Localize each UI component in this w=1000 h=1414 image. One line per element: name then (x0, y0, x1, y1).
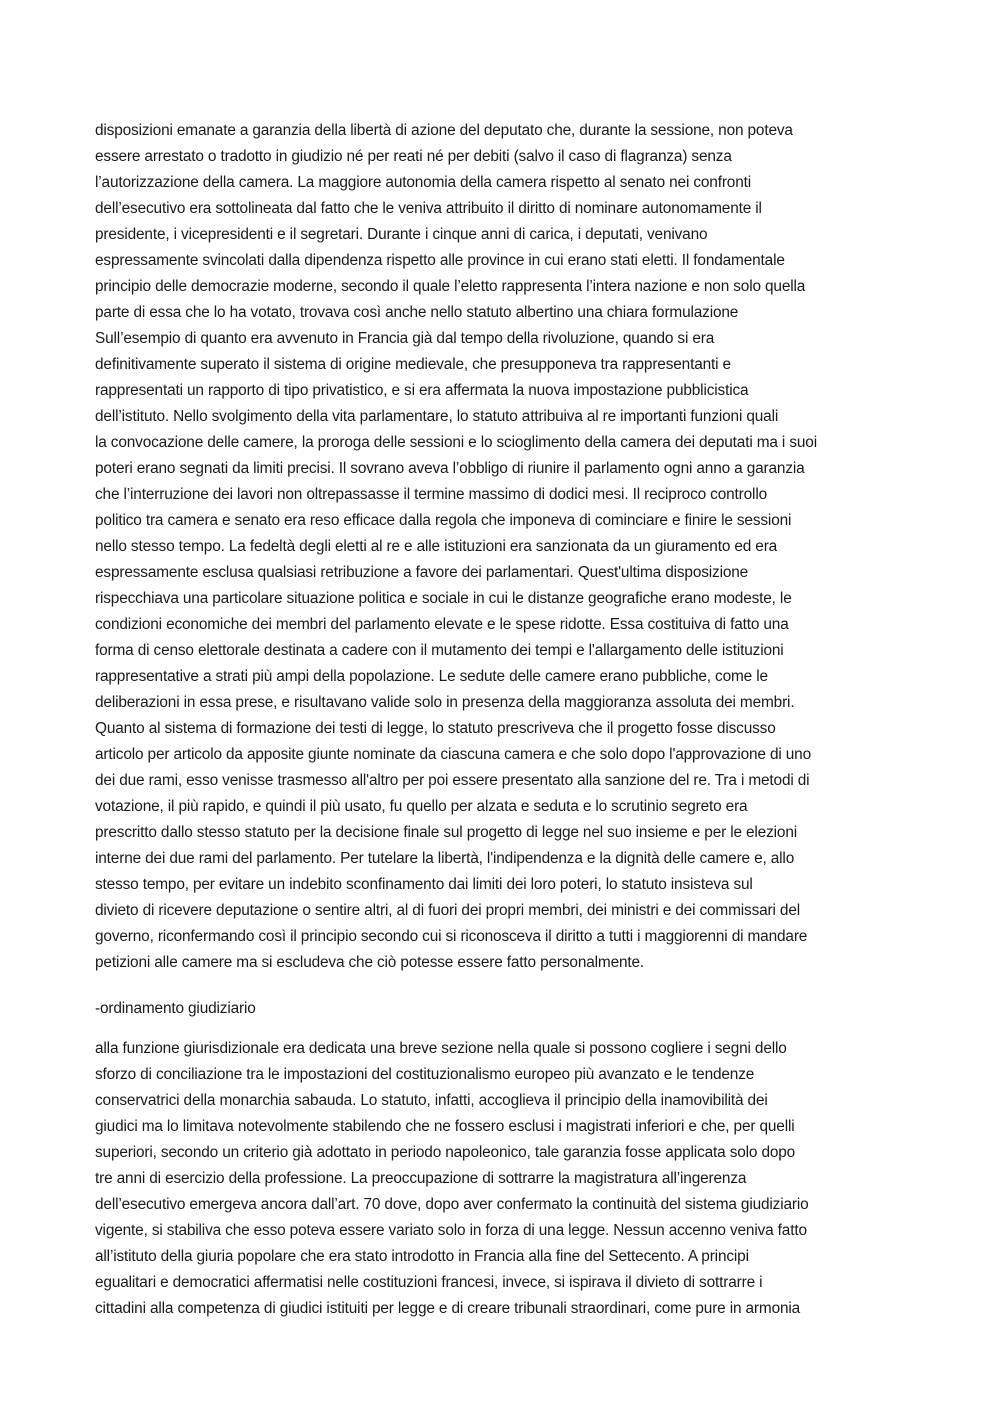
text-line: nello stesso tempo. La fedeltà degli eletti al re e alle istituzioni era sanzionata da un giuramento ed era (95, 538, 778, 555)
text-line: forma di censo elettorale destinata a cadere con il mutamento dei tempi e l'allargamento delle istituzioni (95, 642, 784, 659)
text-line: all’istituto della giuria popolare che era stato introdotto in Francia alla fine del Settecento. A principi (95, 1248, 749, 1265)
text-line: superiori, secondo un criterio già adottato in periodo napoleonico, tale garanzia fosse applicata solo dopo (95, 1144, 796, 1161)
text-line: petizioni alle camere ma si escludeva che ciò potesse essere fatto personalmente. (95, 954, 645, 971)
text-line: presidente, i vicepresidenti e il segretari. Durante i cinque anni di carica, i deputati, venivano (95, 226, 708, 243)
text-line: egualitari e democratici affermatisi nelle costituzioni francesi, invece, si ispirava il divieto di sottrarre i (95, 1274, 763, 1291)
text-line: deliberazioni in essa prese, e risultavano valide solo in presenza della maggioranza assoluta dei membri. (95, 694, 795, 711)
body-paragraph (95, 1036, 905, 1322)
text-line: stesso tempo, per evitare un indebito sconfinamento dai limiti dei loro poteri, lo statuto insisteva sul (95, 876, 753, 893)
text-line: che l’interruzione dei lavori non oltrepassasse il termine massimo di dodici mesi. Il reciproco controllo (95, 486, 767, 503)
text-line: votazione, il più rapido, e quindi il più usato, fu quello per alzata e seduta e lo scrutinio segreto era (95, 798, 748, 815)
text-line: Quanto al sistema di formazione dei testi di legge, lo statuto prescriveva che il progetto fosse discusso (95, 720, 776, 737)
text-line: parte di essa che lo ha votato, trovava così anche nello statuto albertino una chiara formulazione (95, 304, 739, 321)
text-line: disposizioni emanate a garanzia della libertà di azione del deputato che, durante la sessione, non poteva (95, 122, 793, 139)
text-line: dell’esecutivo era sottolineata dal fatto che le veniva attribuito il diritto di nominare autonomamente il (95, 200, 762, 217)
text-line: vigente, si stabiliva che esso poteva essere variato solo in forza di una legge. Nessun accenno veniva fatto (95, 1222, 807, 1239)
text-line: espressamente svincolati dalla dipendenza rispetto alle province in cui erano stati eletti. Il fondamentale (95, 252, 785, 269)
text-line: rispecchiava una particolare situazione politica e sociale in cui le distanze geografiche erano modeste, le (95, 590, 792, 607)
text-line: rappresentati un rapporto di tipo privatistico, e si era affermata la nuova impostazione pubblicistica (95, 382, 749, 399)
text-line: divieto di ricevere deputazione o sentire altri, al di fuori dei propri membri, dei ministri e dei commissari del (95, 902, 801, 919)
text-line: politico tra camera e senato era reso efficace dalla regola che imponeva di cominciare e finire le sessioni (95, 512, 792, 529)
text-line: governo, riconfermando così il principio secondo cui si riconosceva il diritto a tutti i maggiorenni di mandare (95, 928, 808, 945)
text-line: alla funzione giurisdizionale era dedicata una breve sezione nella quale si possono cogliere i segni dello (95, 1040, 787, 1057)
text-line: essere arrestato o tradotto in giudizio né per reati né per debiti (salvo il caso di flagranza) senza (95, 148, 732, 165)
text-line: tre anni di esercizio della professione. La preoccupazione di sottrarre la magistratura all’ingerenza (95, 1170, 747, 1187)
text-line: espressamente esclusa qualsiasi retribuzione a favore dei parlamentari. Quest'ultima disposizione (95, 564, 749, 581)
text-line: definitivamente superato il sistema di origine medievale, che presupponeva tra rappresentanti e (95, 356, 731, 373)
text-line: giudici ma lo limitava notevolmente stabilendo che ne fossero esclusi i magistrati inferiori e che, per quelli (95, 1118, 795, 1135)
text-line: l’autorizzazione della camera. La maggiore autonomia della camera rispetto al senato nei confronti (95, 174, 752, 191)
section-heading: -ordinamento giudiziario (95, 1000, 256, 1017)
text-line: interne dei due rami del parlamento. Per tutelare la libertà, l'indipendenza e la dignità delle camere e, allo (95, 850, 795, 867)
text-line: prescritto dallo stesso statuto per la decisione finale sul progetto di legge nel suo insieme e per le elezioni (95, 824, 797, 841)
text-line: la convocazione delle camere, la proroga delle sessioni e lo scioglimento della camera dei deputati ma i suoi (95, 434, 817, 451)
text-line: cittadini alla competenza di giudici istituiti per legge e di creare tribunali straordinari, come pure in armonia (95, 1300, 801, 1317)
text-line: dei due rami, esso venisse trasmesso all'altro per poi essere presentato alla sanzione del re. Tra i metodi di (95, 772, 810, 789)
text-line: Sull’esempio di quanto era avvenuto in Francia già dal tempo della rivoluzione, quando si era (95, 330, 715, 347)
body-paragraph (95, 118, 905, 976)
text-line: dell’esecutivo emergeva ancora dall’art. 70 dove, dopo aver confermato la continuità del sistema giudiziario (95, 1196, 809, 1213)
text-line: rappresentative a strati più ampi della popolazione. Le sedute delle camere erano pubbliche, come le (95, 668, 768, 685)
text-line: articolo per articolo da apposite giunte nominate da ciascuna camera e che solo dopo l'approvazione di uno (95, 746, 811, 763)
text-line: conservatrici della monarchia sabauda. Lo statuto, infatti, accoglieva il principio della inamovibilità dei (95, 1092, 768, 1109)
text-line: condizioni economiche dei membri del parlamento elevate e le spese ridotte. Essa costituiva di fatto una (95, 616, 789, 633)
text-line: dell’istituto. Nello svolgimento della vita parlamentare, lo statuto attribuiva al re importanti funzioni quali (95, 408, 779, 425)
text-line: principio delle democrazie moderne, secondo il quale l’eletto rappresenta l’intera nazione e non solo quella (95, 278, 806, 295)
text-line: poteri erano segnati da limiti precisi. Il sovrano aveva l’obbligo di riunire il parlamento ogni anno a garanzia (95, 460, 805, 477)
text-line: sforzo di conciliazione tra le impostazioni del costituzionalismo europeo più avanzato e le tendenze (95, 1066, 755, 1083)
